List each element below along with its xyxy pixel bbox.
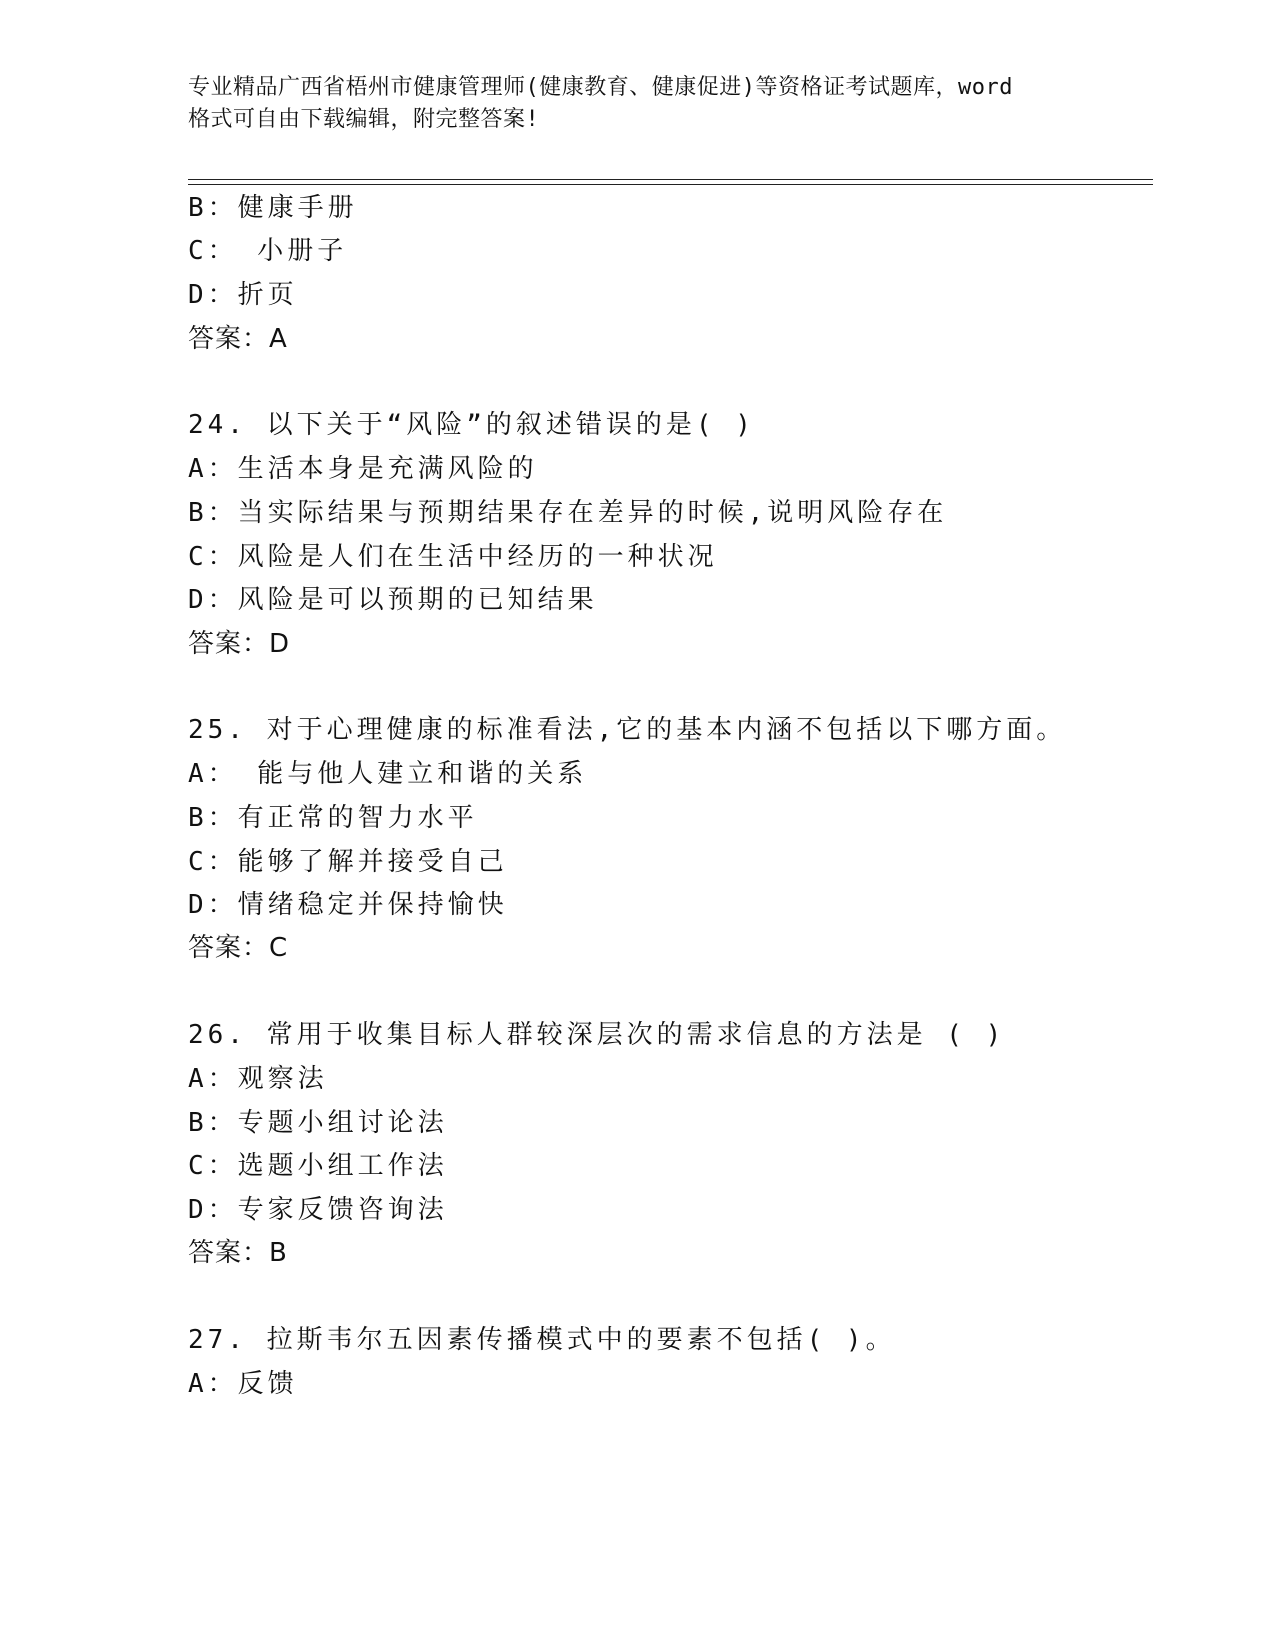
- q24-answer: 答案：D: [188, 629, 291, 659]
- header-line-1: 专业精品广西省梧州市健康管理师(健康教育、健康促进)等资格证考试题库，word: [188, 75, 1013, 100]
- q25-option-a: A： 能与他人建立和谐的关系: [188, 759, 588, 789]
- q24-option-a: A：生活本身是充满风险的: [188, 454, 538, 484]
- q26-option-a: A：观察法: [188, 1064, 328, 1094]
- header-line-2: 格式可自由下载编辑，附完整答案!: [188, 107, 540, 132]
- q25-answer: 答案：C: [188, 933, 289, 963]
- q24-option-d: D：风险是可以预期的已知结果: [188, 585, 598, 615]
- header-divider-bottom: [188, 184, 1153, 185]
- q24-question: 24. 以下关于“风险”的叙述错误的是( ): [188, 410, 755, 440]
- q26-option-d: D：专家反馈咨询法: [188, 1195, 448, 1225]
- q25-option-d: D：情绪稳定并保持愉快: [188, 890, 508, 920]
- q26-option-c: C：选题小组工作法: [188, 1151, 448, 1181]
- q24-option-c: C：风险是人们在生活中经历的一种状况: [188, 542, 718, 572]
- q23-option-b: B：健康手册: [188, 193, 358, 223]
- q27-question: 27. 拉斯韦尔五因素传播模式中的要素不包括( )。: [188, 1325, 896, 1355]
- q24-option-b: B：当实际结果与预期结果存在差异的时候,说明风险存在: [188, 498, 948, 528]
- q25-option-b: B：有正常的智力水平: [188, 803, 478, 833]
- q26-answer: 答案：B: [188, 1238, 288, 1268]
- q26-option-b: B：专题小组讨论法: [188, 1108, 448, 1138]
- header-divider-top: [188, 179, 1153, 180]
- q25-option-c: C：能够了解并接受自己: [188, 847, 508, 877]
- q23-answer: 答案：A: [188, 324, 288, 354]
- q25-question: 25. 对于心理健康的标准看法,它的基本内涵不包括以下哪方面。: [188, 715, 1067, 745]
- q23-option-c: C： 小册子: [188, 236, 348, 266]
- document-header: [188, 72, 1088, 136]
- q23-option-d: D：折页: [188, 280, 298, 310]
- q27-option-a: A：反馈: [188, 1369, 298, 1399]
- q26-question: 26. 常用于收集目标人群较深层次的需求信息的方法是 ( ): [188, 1020, 1006, 1050]
